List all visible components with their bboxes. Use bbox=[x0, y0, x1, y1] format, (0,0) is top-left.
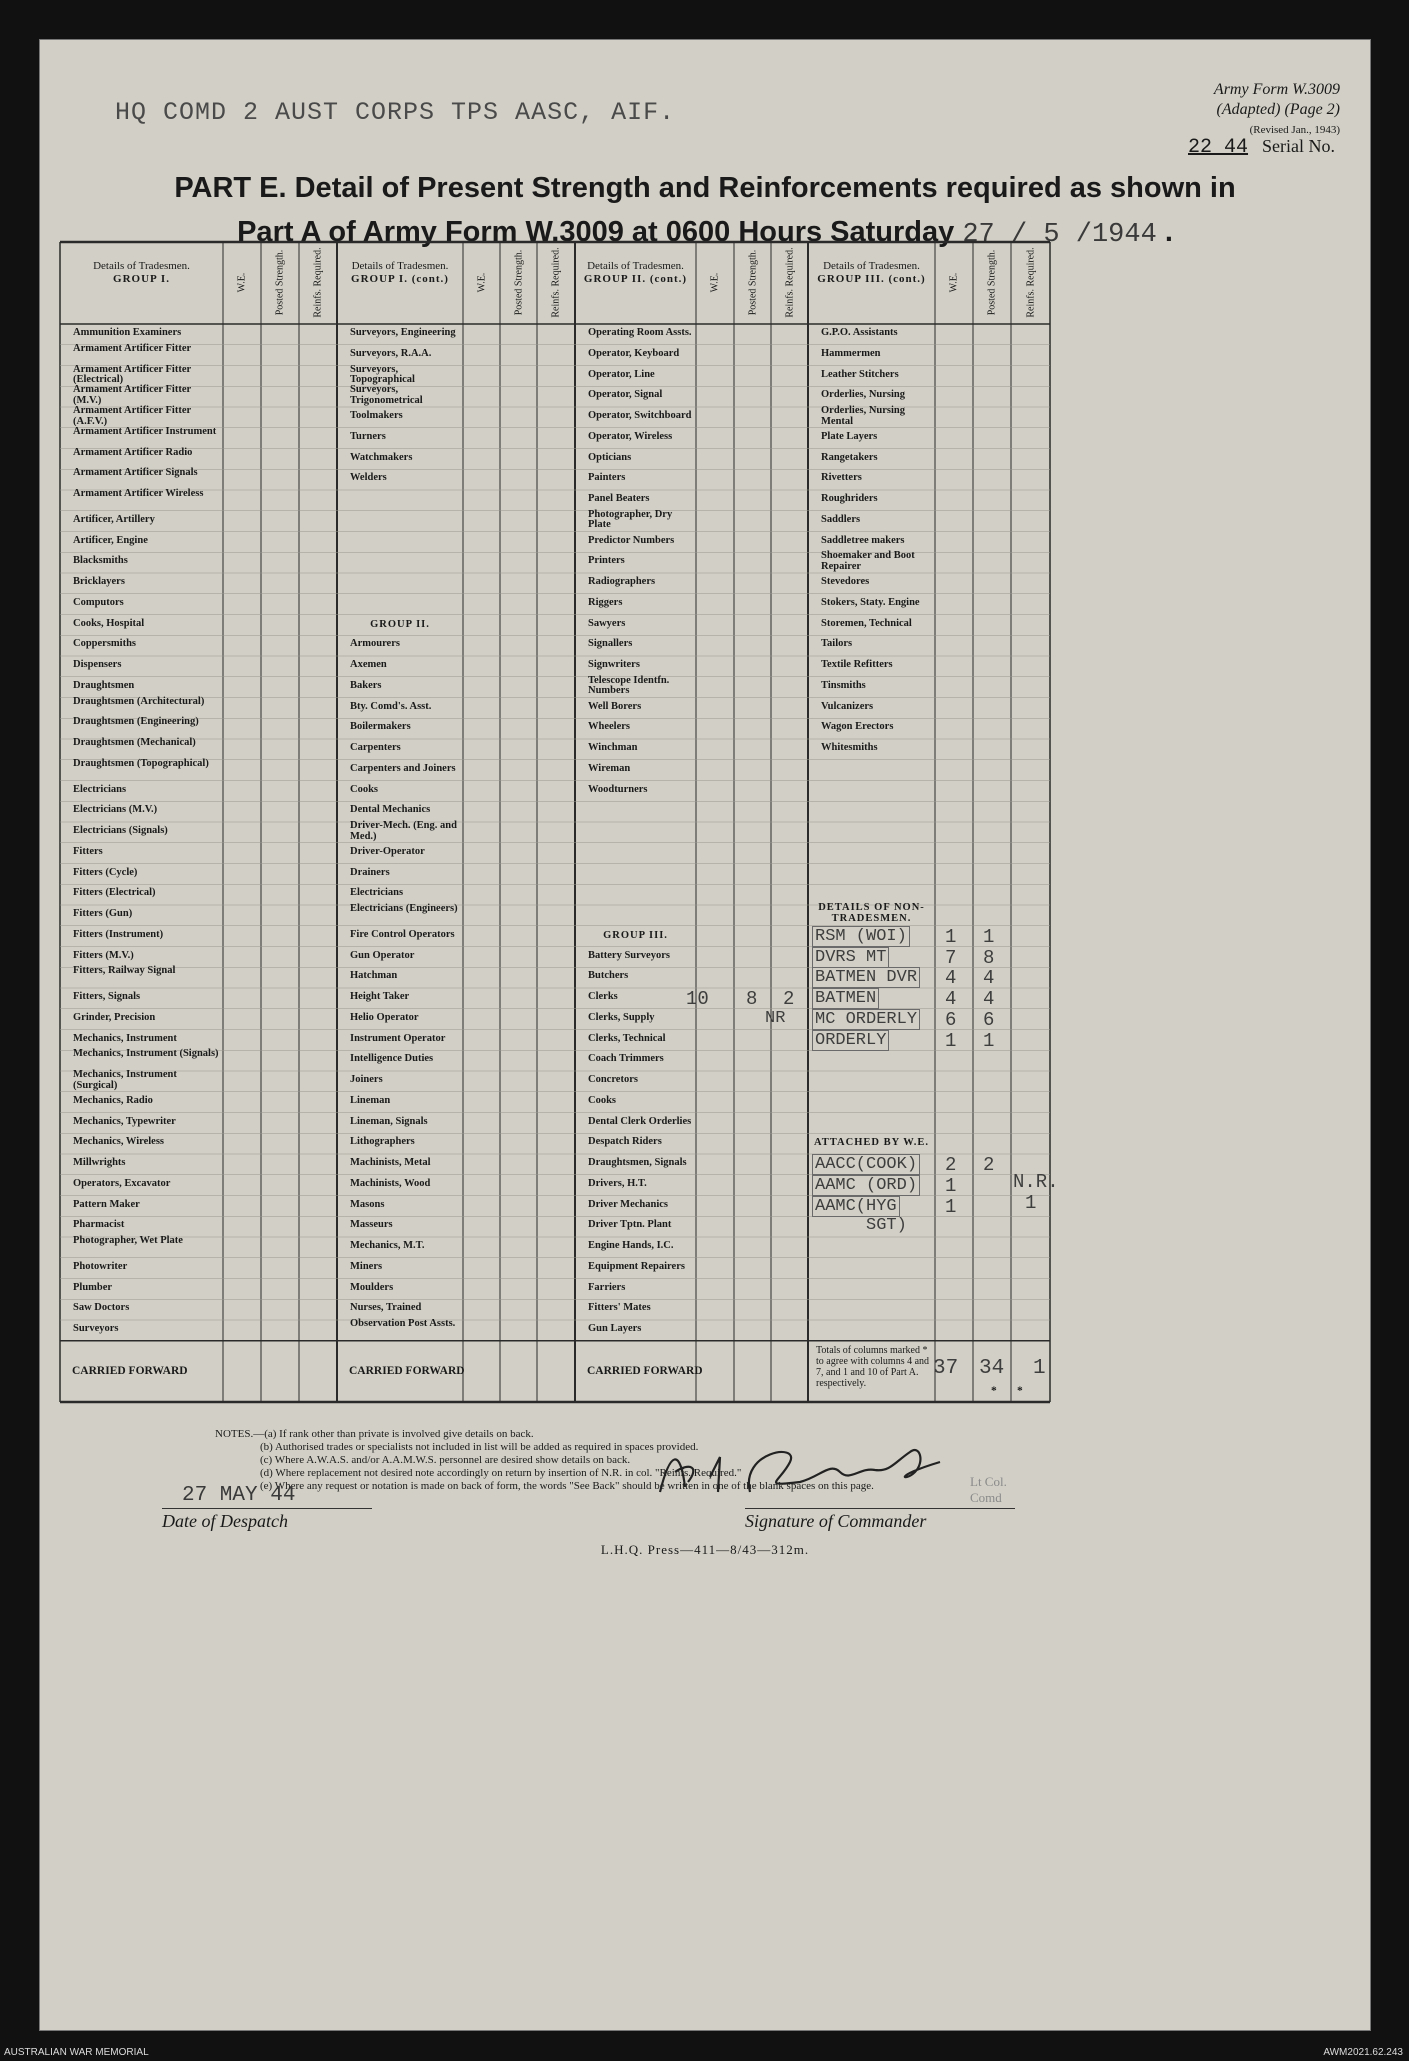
trade-label: Watchmakers bbox=[350, 451, 413, 463]
trade-label: Wagon Erectors bbox=[821, 721, 894, 733]
stamp-line-1: Lt Col. bbox=[970, 1474, 1007, 1489]
trade-label: Coach Trimmers bbox=[588, 1053, 664, 1065]
trade-label: Well Borers bbox=[588, 700, 642, 712]
trade-label: Leather Stitchers bbox=[821, 368, 899, 380]
trade-label: Plumber bbox=[73, 1281, 113, 1293]
trade-label: Electricians bbox=[73, 783, 127, 795]
trade-label: Operator, Line bbox=[588, 368, 655, 380]
trade-label: Vulcanizers bbox=[821, 700, 874, 712]
trade-label: Tailors bbox=[821, 638, 853, 650]
trade-label: Clerks, Technical bbox=[588, 1032, 666, 1044]
trade-label: Woodturners bbox=[588, 783, 648, 795]
trade-label: Fitters, Signals bbox=[73, 991, 141, 1002]
trade-label: Shoemaker and Boot Repairer bbox=[821, 550, 915, 572]
header-details: Details of Tradesmen. bbox=[823, 260, 920, 272]
commander-label: Signature of Commander bbox=[745, 1508, 1015, 1532]
group-heading: DETAILS OF NON-TRADESMEN. bbox=[818, 902, 925, 924]
non-tradesman-name: MC ORDERLY bbox=[812, 1009, 920, 1030]
title-end: . bbox=[1164, 216, 1173, 248]
non-tradesman-posted: 6 bbox=[983, 1008, 995, 1031]
trade-label: Operator, Signal bbox=[588, 389, 663, 401]
attached-we: 1 bbox=[945, 1174, 957, 1197]
trade-label: Wireman bbox=[588, 762, 631, 774]
trade-label: Drainers bbox=[350, 866, 390, 878]
footer-credit: AUSTRALIAN WAR MEMORIAL bbox=[4, 2047, 149, 2058]
attached-name: SGT) bbox=[866, 1216, 907, 1236]
trade-label: Joiners bbox=[350, 1074, 383, 1085]
trade-label: Mechanics, Radio bbox=[73, 1094, 153, 1106]
attached-name: AACC(COOK) bbox=[812, 1154, 920, 1175]
trade-label: Tinsmiths bbox=[821, 679, 866, 691]
non-tradesman-posted: 1 bbox=[983, 1029, 995, 1052]
trade-label: Radiographers bbox=[588, 576, 656, 587]
non-tradesman-we: 4 bbox=[945, 967, 957, 990]
trade-label: Mechanics, Wireless bbox=[73, 1136, 164, 1148]
non-tradesman-name: BATMEN bbox=[812, 988, 879, 1009]
column-header-we: W.E. bbox=[709, 272, 721, 293]
trade-label: Driver-Mech. (Eng. and Med.) bbox=[350, 820, 457, 842]
trade-label: Winchman bbox=[588, 742, 638, 753]
trade-label: Machinists, Metal bbox=[350, 1157, 431, 1168]
trade-label: Millwrights bbox=[73, 1157, 126, 1168]
trade-label: Miners bbox=[350, 1260, 383, 1272]
rank-stamp bbox=[970, 1474, 1007, 1506]
column-header-we: W.E. bbox=[236, 272, 248, 293]
trade-label: Armament Artificer Instrument bbox=[73, 425, 217, 437]
trade-label: Photographer, Dry Plate bbox=[588, 508, 673, 531]
trade-label: Dispensers bbox=[73, 659, 122, 670]
trade-label: Fitters (Instrument) bbox=[73, 928, 164, 940]
trade-label: Observation Post Assts. bbox=[350, 1318, 456, 1329]
trade-label: Mechanics, Instrument (Signals) bbox=[73, 1048, 219, 1060]
trade-label: Telescope Identfn. Numbers bbox=[588, 674, 670, 697]
column-header-posted: Posted Strength. bbox=[747, 249, 758, 316]
stamp-line-2: Comd bbox=[970, 1490, 1002, 1505]
carried-forward-label: CARRIED FORWARD bbox=[72, 1364, 188, 1377]
trade-label: Turners bbox=[350, 430, 386, 442]
trade-label: Gun Layers bbox=[588, 1323, 642, 1334]
non-tradesman-we: 6 bbox=[945, 1008, 957, 1031]
non-tradesman-posted: 8 bbox=[983, 946, 995, 969]
non-tradesman-name: BATMEN DVR bbox=[812, 967, 920, 988]
totals-note: Totals of columns marked * to agree with columns 4 and 7, and 1 and 10 of Part A. respectively. bbox=[816, 1344, 930, 1389]
group-heading: GROUP III. bbox=[603, 929, 668, 941]
trade-label: Signallers bbox=[588, 638, 633, 650]
trade-label: Carpenters bbox=[350, 742, 401, 753]
serial-label: Serial No. bbox=[1262, 136, 1335, 156]
trade-label: Saddletree makers bbox=[821, 534, 905, 546]
non-tradesman-name: ORDERLY bbox=[812, 1030, 889, 1051]
header-details: Details of Tradesmen. bbox=[587, 260, 684, 272]
attached-reinfs: N.R. bbox=[1013, 1170, 1059, 1193]
trade-label: Mechanics, M.T. bbox=[350, 1240, 425, 1251]
note-e: (e) Where any request or notation is made on back of form, the words "See Back" should be written in one of the blank spaces on this page. bbox=[260, 1480, 874, 1492]
trade-label: Cooks, Hospital bbox=[73, 617, 145, 629]
trade-label: Mechanics, Typewriter bbox=[73, 1115, 176, 1127]
non-tradesman-posted: 4 bbox=[983, 988, 995, 1010]
attached-we: 2 bbox=[945, 1154, 957, 1176]
printer-imprint: L.H.Q. Press—411—8/43—312m. bbox=[600, 1542, 810, 1557]
form-revised: (Revised Jan., 1943) bbox=[1249, 124, 1340, 136]
trade-label: Armament Artificer Wireless bbox=[73, 488, 204, 499]
trade-label: Butchers bbox=[588, 970, 629, 982]
note-d: (d) Where replacement not desired note accordingly on return by insertion of N.R. in col. "Reinfs. Required." bbox=[260, 1467, 742, 1479]
trade-label: Intelligence Duties bbox=[350, 1053, 434, 1065]
trade-label: Instrument Operator bbox=[350, 1032, 446, 1044]
trade-label: G.P.O. Assistants bbox=[821, 327, 898, 338]
trade-label: Panel Beaters bbox=[588, 493, 650, 504]
non-tradesman-name: RSM (WOI) bbox=[812, 926, 910, 947]
column-header-we: W.E. bbox=[476, 272, 487, 293]
trade-label: Electricians (Signals) bbox=[73, 825, 168, 836]
non-tradesman-name: DVRS MT bbox=[812, 947, 889, 968]
trade-label: Coppersmiths bbox=[73, 638, 137, 650]
trade-label: Welders bbox=[350, 472, 387, 484]
trade-label: Electricians (Engineers) bbox=[350, 903, 458, 914]
trade-label: Saw Doctors bbox=[73, 1302, 130, 1314]
trade-label: Fitters, Railway Signal bbox=[73, 965, 176, 977]
trade-label: Draughtsmen (Engineering) bbox=[73, 716, 199, 728]
note-b: (b) Authorised trades or specialists not included in list will be added as required in spaces provided. bbox=[260, 1441, 699, 1453]
trade-label: Surveyors, Topographical bbox=[350, 363, 415, 385]
trade-label: Operator, Switchboard bbox=[588, 410, 692, 421]
trade-label: Surveyors bbox=[73, 1323, 119, 1334]
trade-label: Machinists, Wood bbox=[350, 1177, 431, 1189]
non-tradesman-we: 1 bbox=[945, 925, 957, 948]
serial-number bbox=[1188, 136, 1335, 159]
trade-label: Dental Clerk Orderlies bbox=[588, 1115, 692, 1127]
trade-label: Saddlers bbox=[821, 513, 861, 525]
trade-label: Stevedores bbox=[821, 576, 870, 587]
non-tradesman-we: 1 bbox=[945, 1029, 957, 1052]
trade-label: Operator, Wireless bbox=[588, 430, 673, 442]
trade-label: Lineman bbox=[350, 1094, 391, 1106]
non-tradesman-posted: 4 bbox=[983, 967, 995, 990]
header-group: GROUP I. bbox=[113, 273, 170, 285]
trade-label: Axemen bbox=[350, 659, 387, 670]
trade-label: Pharmacist bbox=[73, 1219, 125, 1231]
column-header-we: W.E. bbox=[948, 272, 960, 293]
column-header-4 bbox=[808, 260, 935, 286]
trade-label: Painters bbox=[588, 472, 626, 484]
non-tradesman-we: 4 bbox=[945, 988, 957, 1010]
title-line-1: PART E. Detail of Present Strength and Reinforcements required as shown in bbox=[174, 172, 1236, 204]
column-header-reinfs: Reinfs. Required. bbox=[1025, 247, 1036, 318]
trade-label: Stokers, Staty. Engine bbox=[821, 596, 920, 608]
trade-label: Height Taker bbox=[350, 991, 410, 1002]
column-header-2 bbox=[337, 260, 463, 286]
trade-label: Rangetakers bbox=[821, 451, 878, 463]
column-header-reinfs: Reinfs. Required. bbox=[784, 247, 795, 318]
despatch-label: Date of Despatch bbox=[162, 1508, 372, 1532]
trade-label: Masons bbox=[350, 1198, 385, 1210]
trade-label: Driver-Operator bbox=[350, 845, 425, 857]
form-sheet bbox=[40, 40, 1370, 2030]
trade-label: Carpenters and Joiners bbox=[350, 762, 456, 774]
header-group: GROUP I. (cont.) bbox=[351, 273, 449, 285]
trade-label: Battery Surveyors bbox=[588, 949, 670, 961]
column-header-posted: Posted Strength. bbox=[513, 249, 524, 316]
trade-label: Clerks bbox=[588, 991, 618, 1002]
attached-we: 1 bbox=[945, 1195, 957, 1218]
trade-label: Armament Artificer Radio bbox=[73, 446, 193, 458]
trade-label: Dental Mechanics bbox=[350, 804, 431, 816]
trade-label: Fitters (Electrical) bbox=[73, 887, 156, 899]
trade-label: Armament Artificer Fitter bbox=[73, 342, 192, 354]
trade-label: Whitesmiths bbox=[821, 742, 878, 753]
trade-label: Pattern Maker bbox=[73, 1198, 140, 1210]
trade-label: Engine Hands, I.C. bbox=[588, 1240, 674, 1251]
form-adapted: (Adapted) (Page 2) bbox=[1216, 101, 1340, 118]
column-header-reinfs: Reinfs. Required. bbox=[312, 247, 324, 318]
total-reinfs: 1 bbox=[1033, 1356, 1046, 1380]
trade-label: Photographer, Wet Plate bbox=[73, 1235, 183, 1246]
trade-label: Masseurs bbox=[350, 1219, 393, 1231]
trade-label: Draughtsmen (Mechanical) bbox=[73, 737, 196, 748]
trade-label: Nurses, Trained bbox=[350, 1302, 422, 1314]
trade-label: Fitters (M.V.) bbox=[73, 949, 134, 961]
header-group: GROUP III. (cont.) bbox=[817, 273, 926, 285]
trade-label: Predictor Numbers bbox=[588, 534, 675, 546]
trade-label: Fitters (Gun) bbox=[73, 908, 133, 919]
trade-label: Signwriters bbox=[588, 659, 640, 670]
trade-label: Fitters (Cycle) bbox=[73, 866, 138, 878]
non-tradesman-posted: 1 bbox=[983, 925, 995, 948]
trade-label: Drivers, H.T. bbox=[588, 1177, 647, 1189]
trade-label: Despatch Riders bbox=[588, 1136, 662, 1148]
header-group: GROUP II. (cont.) bbox=[583, 273, 688, 285]
trade-label: Bricklayers bbox=[73, 576, 125, 587]
trade-label: Roughriders bbox=[821, 493, 878, 504]
trade-label: Electricians bbox=[350, 887, 404, 899]
trade-label: Operators, Excavator bbox=[73, 1177, 171, 1189]
clerks-reinfs: 2 bbox=[783, 988, 795, 1010]
trade-label: Surveyors, Trigonometrical bbox=[350, 384, 423, 406]
attached-name: AAMC (ORD) bbox=[812, 1175, 920, 1196]
trade-label: Plate Layers bbox=[821, 430, 878, 442]
trade-label: Surveyors, Engineering bbox=[350, 327, 456, 338]
trade-label: Computors bbox=[73, 596, 124, 608]
form-number: Army Form W.3009 bbox=[1213, 81, 1340, 98]
clerks-posted: 8 bbox=[746, 988, 758, 1010]
header-details: Details of Tradesmen. bbox=[351, 260, 449, 272]
trade-label: Electricians (M.V.) bbox=[73, 804, 158, 816]
trade-label: Cooks bbox=[588, 1094, 617, 1106]
trade-label: Armament Artificer Fitter (Electrical) bbox=[73, 363, 191, 385]
trade-label: Textile Refitters bbox=[821, 659, 893, 670]
trade-label: Orderlies, Nursing Mental bbox=[821, 405, 905, 427]
total-star-reinfs: * bbox=[1017, 1384, 1023, 1397]
trade-label: Armament Artificer Signals bbox=[73, 467, 198, 479]
title-line-2-text: Part A of Army Form W.3009 at 0600 Hours Saturday bbox=[237, 216, 955, 248]
trade-label: Armament Artificer Fitter (A.F.V.) bbox=[73, 405, 191, 427]
trade-label: Draughtsmen (Topographical) bbox=[73, 757, 209, 769]
unit-name: HQ COMD 2 AUST CORPS TPS AASC, AIF. bbox=[115, 98, 676, 127]
trade-label: Sawyers bbox=[588, 617, 626, 629]
title-date: 27 / 5 /1944 bbox=[962, 220, 1157, 250]
trade-label: Printers bbox=[588, 555, 625, 567]
trade-label: Hatchman bbox=[350, 970, 398, 982]
trade-label: Bty. Comd's. Asst. bbox=[350, 700, 432, 712]
trade-label: Concretors bbox=[588, 1074, 638, 1085]
trade-label: Toolmakers bbox=[350, 410, 403, 421]
carried-forward-label: CARRIED FORWARD bbox=[587, 1364, 703, 1377]
clerks-we: 10 bbox=[686, 988, 709, 1010]
trade-label: Fitters bbox=[73, 845, 103, 857]
trade-label: Fitters' Mates bbox=[588, 1302, 651, 1314]
note-c: (c) Where A.W.A.S. and/or A.A.M.W.S. personnel are desired show details on back. bbox=[260, 1454, 631, 1466]
trade-label: Orderlies, Nursing bbox=[821, 389, 905, 401]
attached-name: AAMC(HYG bbox=[812, 1196, 900, 1217]
trade-label: Armourers bbox=[350, 638, 400, 650]
serial-value: 22 44 bbox=[1188, 136, 1249, 159]
trade-label: Bakers bbox=[350, 679, 382, 691]
trade-label: Lineman, Signals bbox=[350, 1115, 428, 1127]
trade-label: Mechanics, Instrument bbox=[73, 1032, 177, 1044]
trade-label: Farriers bbox=[588, 1281, 626, 1293]
trade-label: Armament Artificer Fitter (M.V.) bbox=[73, 384, 191, 406]
header-details: Details of Tradesmen. bbox=[93, 260, 190, 272]
trade-label: Hammermen bbox=[821, 347, 881, 359]
attached-posted: 2 bbox=[983, 1154, 995, 1176]
form-reference bbox=[1214, 80, 1340, 140]
trade-label: Equipment Repairers bbox=[588, 1260, 685, 1272]
trade-label: Photowriter bbox=[73, 1260, 128, 1272]
group-heading: ATTACHED BY W.E. bbox=[814, 1137, 929, 1149]
group-heading: GROUP II. bbox=[370, 618, 430, 630]
trade-label: Draughtsmen (Architectural) bbox=[73, 695, 205, 707]
trade-label: Cooks bbox=[350, 783, 379, 795]
column-header-reinfs: Reinfs. Required. bbox=[550, 247, 562, 318]
commander-signature bbox=[640, 1432, 970, 1512]
column-header-1 bbox=[60, 260, 223, 286]
trade-label: Clerks, Supply bbox=[588, 1011, 655, 1023]
trade-label: Boilermakers bbox=[350, 721, 411, 733]
trade-label: Storemen, Technical bbox=[821, 617, 912, 629]
carried-forward-label: CARRIED FORWARD bbox=[349, 1364, 465, 1377]
trade-label: Grinder, Precision bbox=[73, 1011, 156, 1023]
trade-label: Artificer, Engine bbox=[73, 534, 148, 546]
trade-label: Operator, Keyboard bbox=[588, 347, 680, 359]
total-posted: 34 bbox=[979, 1356, 1005, 1380]
total-star-posted: * bbox=[991, 1384, 997, 1397]
trade-label: Artificer, Artillery bbox=[73, 513, 155, 525]
trade-label: Moulders bbox=[350, 1281, 394, 1293]
table-grid bbox=[40, 40, 1370, 2030]
trade-label: Ammunition Examiners bbox=[73, 327, 182, 338]
trade-label: Surveyors, R.A.A. bbox=[350, 347, 432, 359]
trade-label: Draughtsmen bbox=[73, 679, 135, 691]
column-header-3 bbox=[575, 260, 696, 286]
clerks-nr: NR bbox=[765, 1008, 786, 1028]
trade-label: Riggers bbox=[588, 596, 623, 608]
despatch-date: 27 MAY 44 bbox=[182, 1484, 296, 1507]
trade-label: Gun Operator bbox=[350, 949, 415, 961]
trade-label: Blacksmiths bbox=[73, 555, 128, 567]
trade-label: Wheelers bbox=[588, 721, 630, 733]
trade-label: Opticians bbox=[588, 451, 632, 463]
attached-reinfs: 1 bbox=[1025, 1191, 1037, 1214]
trade-label: Operating Room Assts. bbox=[588, 327, 692, 338]
trade-label: Driver Tptn. Plant bbox=[588, 1219, 672, 1231]
footer-accession: AWM2021.62.243 bbox=[1323, 2047, 1403, 2058]
trade-label: Helio Operator bbox=[350, 1011, 419, 1023]
trade-label: Rivetters bbox=[821, 472, 862, 484]
non-tradesman-we: 7 bbox=[945, 946, 957, 969]
note-a: NOTES.—(a) If rank other than private is involved give details on back. bbox=[215, 1428, 534, 1440]
trade-label: Driver Mechanics bbox=[588, 1198, 668, 1210]
trade-label: Draughtsmen, Signals bbox=[588, 1157, 687, 1168]
trade-label: Lithographers bbox=[350, 1136, 415, 1148]
total-we: 37 bbox=[933, 1356, 959, 1380]
trade-label: Fire Control Operators bbox=[350, 928, 455, 940]
trade-label: Mechanics, Instrument (Surgical) bbox=[73, 1069, 177, 1091]
column-header-posted: Posted Strength. bbox=[986, 249, 998, 316]
column-header-posted: Posted Strength. bbox=[274, 249, 286, 316]
